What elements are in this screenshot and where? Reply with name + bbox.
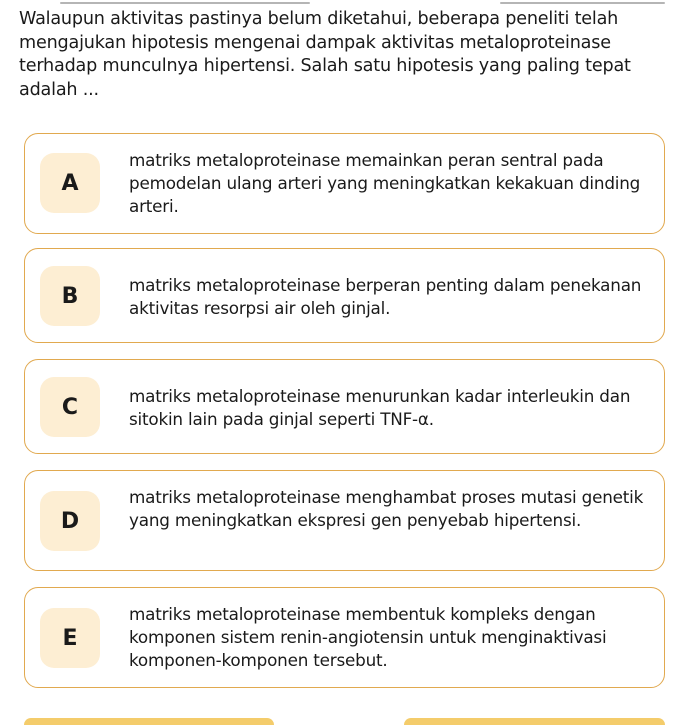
faded-text-fragment [60, 2, 310, 4]
option-letter: E [62, 625, 78, 651]
answer-option-b[interactable] [24, 248, 665, 343]
faded-text-fragment [500, 2, 665, 4]
option-text: matriks metaloproteinase menurunkan kadar interleukin dan sitokin lain pada ginjal seperti TNF-α. [129, 386, 631, 429]
option-letter: B [61, 283, 79, 309]
answer-option-c[interactable] [24, 359, 665, 454]
answer-option-a[interactable] [24, 133, 665, 234]
option-text: matriks metaloproteinase membentuk kompleks dengan komponen sistem renin-angiotensin untuk menginaktivasi komponen-komponen tersebut. [129, 604, 607, 670]
option-letter: C [61, 394, 79, 420]
option-letter-badge [40, 266, 100, 326]
option-letter-badge [40, 608, 100, 668]
answer-option-e[interactable] [24, 587, 665, 688]
option-letter: A [61, 170, 79, 196]
question-text: Walaupun aktivitas pastinya belum diketahui, beberapa peneliti telah mengajukan hipotesis mengenai dampak aktivitas metaloproteinase terhadap munculnya hipertensi. Salah satu hipotesis yang paling tepat adalah ... [19, 9, 631, 100]
option-letter-badge [40, 377, 100, 437]
option-letter: D [60, 508, 80, 534]
option-letter-badge [40, 153, 100, 213]
option-text: matriks metaloproteinase menghambat proses mutasi genetik yang meningkatkan ekspresi gen penyebab hipertensi. [129, 487, 644, 530]
option-text: matriks metaloproteinase berperan penting dalam penekanan aktivitas resorpsi air oleh ginjal. [129, 275, 642, 318]
option-text: matriks metaloproteinase memainkan peran sentral pada pemodelan ulang arteri yang meningkatkan kekakuan dinding arteri. [129, 150, 641, 216]
option-letter-badge [40, 491, 100, 551]
next-button[interactable] [404, 718, 665, 725]
previous-button[interactable] [24, 718, 274, 725]
answer-option-d[interactable] [24, 470, 665, 571]
cut-off-previous-line [0, 0, 685, 6]
